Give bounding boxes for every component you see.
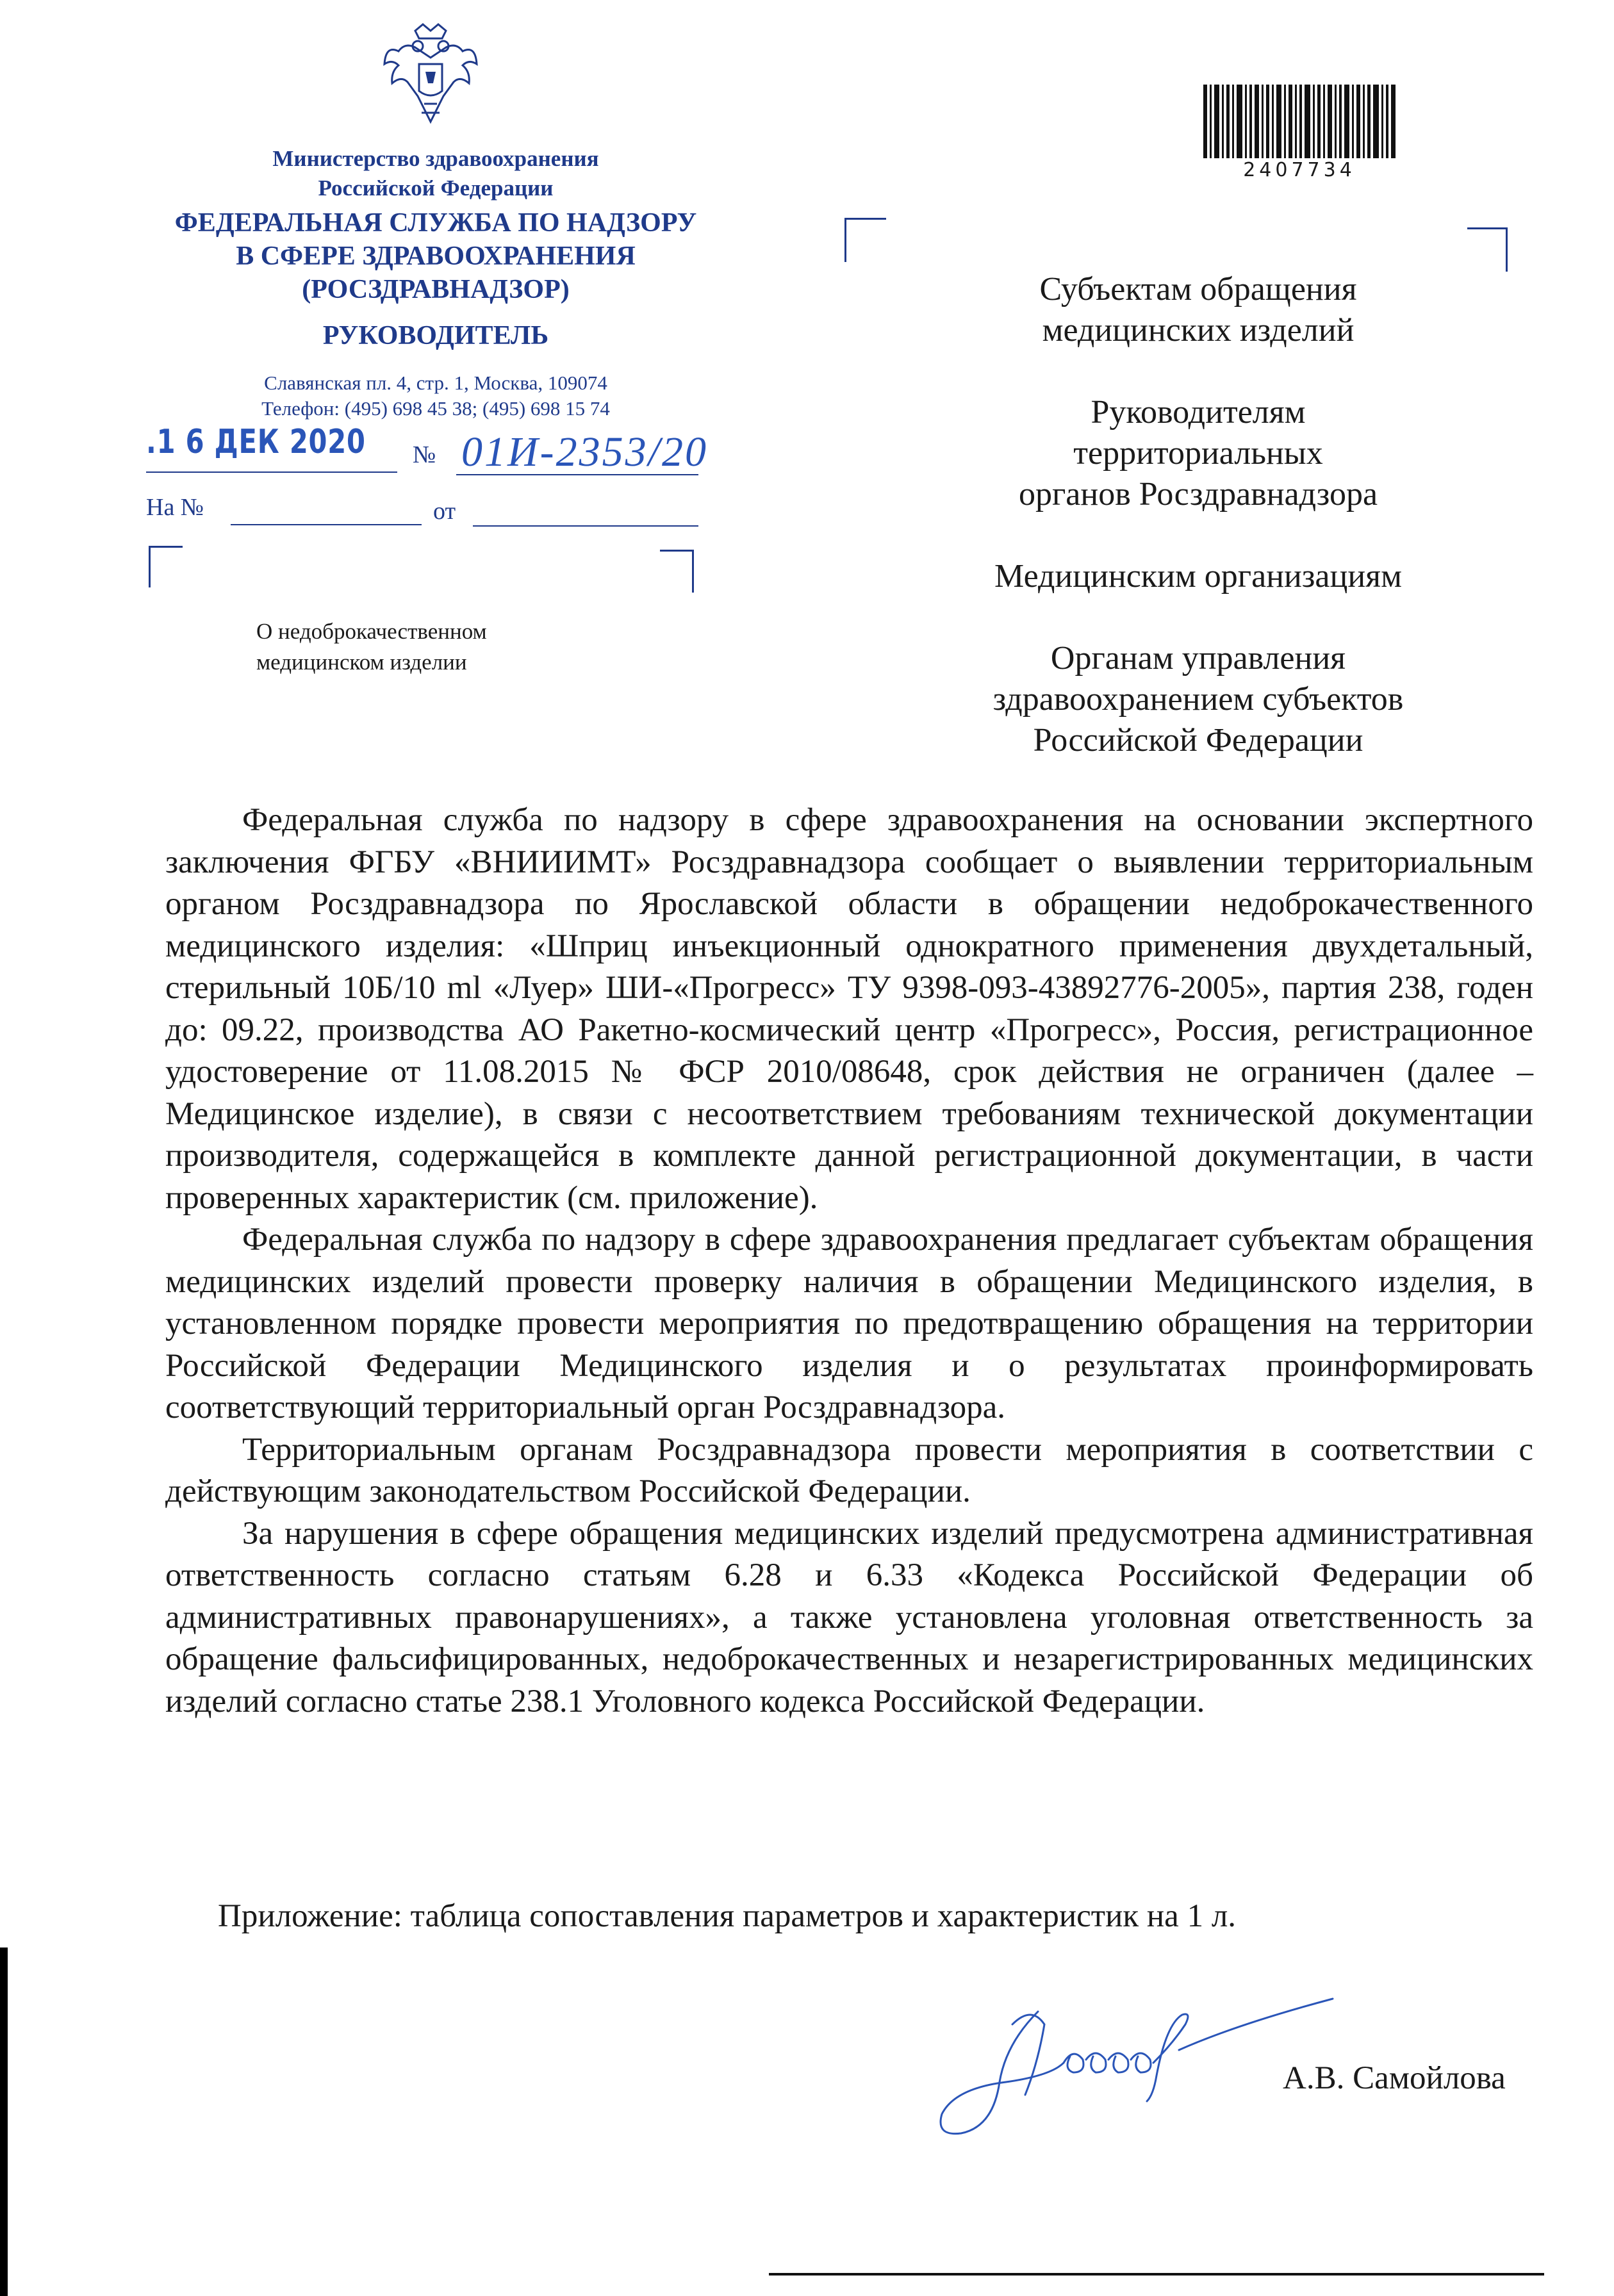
recipients xyxy=(935,269,1461,802)
recipient-line: Медицинским организациям xyxy=(994,558,1402,594)
recipient-line: медицинских изделий xyxy=(1042,312,1355,348)
service-line: ФЕДЕРАЛЬНАЯ СЛУЖБА ПО НАДЗОРУ xyxy=(174,208,697,238)
number-label: № xyxy=(413,441,436,468)
corner-mark xyxy=(844,218,886,262)
number-line xyxy=(456,474,698,475)
corner-mark xyxy=(149,546,183,587)
reference-line xyxy=(231,524,422,525)
barcode xyxy=(1203,85,1396,158)
recipient-block xyxy=(935,392,1461,515)
subject xyxy=(256,616,589,678)
body-paragraph: За нарушения в сфере обращения медицинских изделий предусмотрена административная ответственность согласно статьям 6.28 и 6.33 «Кодекса Российской Федерации об административных правонарушениях», а также установлена уголовная ответственность за обращение фальсифицированных, недоброкачественных и незарегистрированных медицинских изделий согласно статье 238.1 Уголовного кодекса Российской Федерации. xyxy=(165,1515,1533,1719)
recipient-block xyxy=(935,556,1461,597)
recipient-line: здравоохранением субъектов xyxy=(992,681,1404,718)
ministry-line: Российской Федерации xyxy=(318,176,554,201)
ministry-line: Министерство здравоохранения xyxy=(272,146,599,171)
barcode-number: 2407734 xyxy=(1243,159,1356,181)
recipient-line: Руководителям xyxy=(1091,394,1306,430)
recipient-line: Российской Федерации xyxy=(1033,722,1363,758)
recipient-line: территориальных xyxy=(1073,435,1323,472)
from-line xyxy=(473,525,698,527)
postal-address: Славянская пл. 4, стр. 1, Москва, 109074 xyxy=(264,372,607,394)
phone-numbers: Телефон: (495) 698 45 38; (495) 698 15 74 xyxy=(261,397,610,420)
coat-of-arms-icon xyxy=(379,19,482,128)
scan-edge-bar xyxy=(0,1948,8,2296)
head-title: РУКОВОДИТЕЛЬ xyxy=(322,321,549,350)
ministry-name xyxy=(192,144,679,203)
recipient-line: Органам управления xyxy=(1050,640,1346,676)
recipient-block xyxy=(935,269,1461,351)
corner-mark xyxy=(1467,227,1508,272)
body-paragraph: Территориальным органам Росздравнадзора провести мероприятия в соответствии с действующим законодательством Российской Федерации. xyxy=(165,1431,1533,1509)
signer-name: А.В. Самойлова xyxy=(1283,2060,1506,2096)
body-paragraph: Федеральная служба по надзору в сфере здравоохранения предлагает субъектам обращения медицинских изделий провести проверку наличия в обращении Медицинского изделия, в установленном порядке провести мероприятия по предотвращению обращения на территории Российской Федерации Медицинского изделия и о результатах проинформировать соответствующий территориальный орган Росздравнадзора. xyxy=(165,1222,1533,1425)
service-line: (РОСЗДРАВНАДЗОР) xyxy=(302,275,570,304)
body-paragraph: Федеральная служба по надзору в сфере здравоохранения на основании экспертного заключения ФГБУ «ВНИИИМТ» Росздравнадзора сообщает о выявлении территориальным органом Росздравнадзора по Ярославской области в обращении недоброкачественного медицинского изделия: «Шприц инъекционный однократного применения двухдетальный, стерильный 10Б/10 ml «Луер» ШИ-«Прогресс» ТУ 9398-093-43892776-2005», партия 238, годен до: 09.22, производства АО Ракетно-космический центр «Прогресс», Россия, регистрационное удостоверение от 11.08.2015 № ФСР 2010/08648, срок действия не ограничен (далее – Медицинское изделие), в связи с несоответствием требованиям технической документации производителя, содержащейся в комплекте данной регистрационной документации, в части проверенных характеристик (см. приложение). xyxy=(165,802,1533,1216)
subject-line: О недоброкачественном xyxy=(256,619,487,644)
date-stamp: .1 6 ДЕК 2020 xyxy=(146,423,366,461)
recipient-line: Субъектам обращения xyxy=(1039,271,1357,308)
address-block xyxy=(160,370,711,422)
reference-label: На № xyxy=(146,494,204,521)
recipient-block xyxy=(935,638,1461,761)
scan-edge-line xyxy=(769,2273,1544,2276)
letter-body xyxy=(165,800,1533,1723)
service-name xyxy=(128,206,743,306)
service-line: В СФЕРЕ ЗДРАВООХРАНЕНИЯ xyxy=(236,242,636,271)
subject-line: медицинском изделии xyxy=(256,650,467,675)
corner-mark xyxy=(660,550,694,593)
date-line xyxy=(146,472,397,473)
attachment-note: Приложение: таблица сопоставления параметров и характеристик на 1 л. xyxy=(218,1898,1237,1934)
recipient-line: органов Росздравнадзора xyxy=(1018,476,1378,512)
from-label: от xyxy=(433,498,456,525)
handwritten-number: 01И-2353/20 xyxy=(461,429,708,475)
